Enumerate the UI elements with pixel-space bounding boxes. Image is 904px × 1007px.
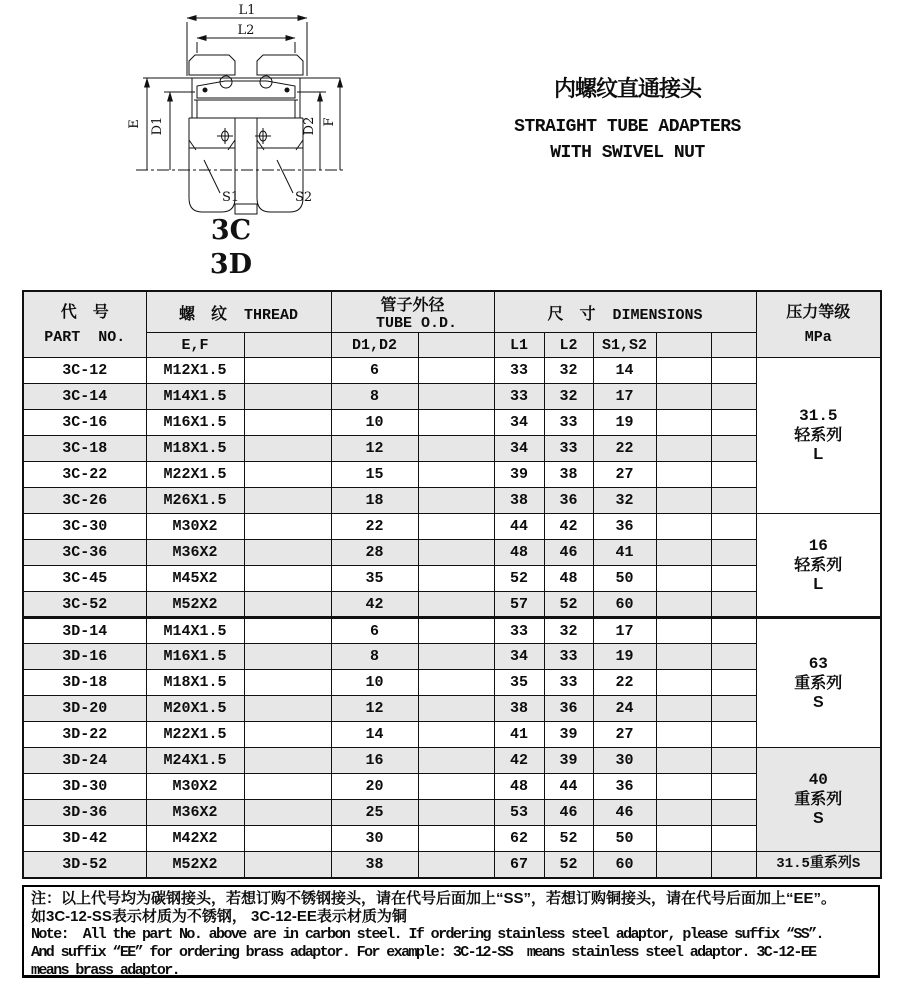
cell-tube-od: 6 xyxy=(331,618,418,644)
cell-dim-empty2 xyxy=(711,592,756,618)
cell-l2: 39 xyxy=(544,722,593,748)
header-tube-od xyxy=(331,291,494,333)
table-row xyxy=(23,514,881,540)
cell-thread: M52X2 xyxy=(146,592,244,618)
cell-thread: M30X2 xyxy=(146,514,244,540)
cell-part-no: 3D-18 xyxy=(23,670,146,696)
cell-od-empty xyxy=(418,696,494,722)
table-row xyxy=(23,852,881,878)
cell-l2: 33 xyxy=(544,410,593,436)
cell-dim-empty1 xyxy=(656,592,711,618)
header-thread xyxy=(146,291,331,333)
cell-thread: M36X2 xyxy=(146,800,244,826)
pressure-group-cell xyxy=(756,358,881,514)
cell-s1s2: 60 xyxy=(593,592,656,618)
cell-s1s2: 22 xyxy=(593,436,656,462)
cell-dim-empty1 xyxy=(656,436,711,462)
cell-tube-od: 42 xyxy=(331,592,418,618)
cell-tube-od: 30 xyxy=(331,826,418,852)
cell-part-no: 3C-16 xyxy=(23,410,146,436)
cell-s1s2: 27 xyxy=(593,462,656,488)
table-row xyxy=(23,384,881,410)
cell-l2: 52 xyxy=(544,592,593,618)
table-row xyxy=(23,696,881,722)
cell-dim-empty2 xyxy=(711,358,756,384)
cell-s1s2: 50 xyxy=(593,566,656,592)
cell-l1: 48 xyxy=(494,774,544,800)
header-dimensions-zh: 尺 寸 xyxy=(547,305,596,323)
pressure-group-line: 31.5重系列S xyxy=(776,855,861,872)
header-sub-dim-empty1 xyxy=(656,333,711,358)
pressure-group-line: 轻系列 xyxy=(794,556,843,574)
cell-dim-empty1 xyxy=(656,618,711,644)
dim-label-l2: L2 xyxy=(237,23,255,38)
cell-l1: 52 xyxy=(494,566,544,592)
table-row xyxy=(23,540,881,566)
cell-thread-empty xyxy=(244,826,331,852)
cell-thread: M14X1.5 xyxy=(146,384,244,410)
cell-od-empty xyxy=(418,540,494,566)
cell-thread-empty xyxy=(244,644,331,670)
cell-s1s2: 36 xyxy=(593,514,656,540)
table-row xyxy=(23,670,881,696)
cell-od-empty xyxy=(418,488,494,514)
note-line-zh: 注：以上代号均为碳钢接头，若想订购不锈钢接头，请在代号后面加上“SS”，若想订购铜接头，请在代号后面加上“EE”。 xyxy=(31,890,837,907)
header-sub-dim-empty2 xyxy=(711,333,756,358)
cell-thread-empty xyxy=(244,852,331,878)
cell-part-no: 3D-22 xyxy=(23,722,146,748)
cell-dim-empty2 xyxy=(711,722,756,748)
cell-l1: 48 xyxy=(494,540,544,566)
cell-s1s2: 17 xyxy=(593,618,656,644)
header-part-no-zh: 代 号 xyxy=(60,303,109,321)
cell-dim-empty2 xyxy=(711,800,756,826)
cell-part-no: 3C-18 xyxy=(23,436,146,462)
cell-dim-empty2 xyxy=(711,566,756,592)
header-sub-thread-empty xyxy=(244,333,331,358)
cell-l2: 33 xyxy=(544,644,593,670)
cell-l1: 57 xyxy=(494,592,544,618)
cell-od-empty xyxy=(418,410,494,436)
cell-s1s2: 19 xyxy=(593,644,656,670)
cell-tube-od: 28 xyxy=(331,540,418,566)
cell-l1: 39 xyxy=(494,462,544,488)
pressure-group-line: 31.5 xyxy=(799,407,838,425)
cell-thread-empty xyxy=(244,696,331,722)
dimension-d2 xyxy=(297,92,326,170)
cell-l1: 33 xyxy=(494,618,544,644)
dim-label-l1: L1 xyxy=(238,3,256,18)
cell-tube-od: 12 xyxy=(331,696,418,722)
cell-od-empty xyxy=(418,436,494,462)
cell-od-empty xyxy=(418,852,494,878)
cell-dim-empty2 xyxy=(711,618,756,644)
table-row xyxy=(23,748,881,774)
cell-l1: 53 xyxy=(494,800,544,826)
cell-dim-empty1 xyxy=(656,852,711,878)
cell-thread-empty xyxy=(244,540,331,566)
header-sub-l2: L2 xyxy=(544,333,593,358)
cell-l2: 46 xyxy=(544,540,593,566)
cell-l2: 32 xyxy=(544,384,593,410)
cell-l2: 33 xyxy=(544,436,593,462)
leader-s1 xyxy=(204,160,239,205)
cell-part-no: 3C-14 xyxy=(23,384,146,410)
cell-dim-empty1 xyxy=(656,800,711,826)
cell-thread: M20X1.5 xyxy=(146,696,244,722)
pressure-group-line: L xyxy=(813,446,824,463)
parts-table-body xyxy=(23,358,881,878)
cell-thread-empty xyxy=(244,618,331,644)
cell-s1s2: 60 xyxy=(593,852,656,878)
cell-od-empty xyxy=(418,514,494,540)
cell-l2: 48 xyxy=(544,566,593,592)
cell-thread-empty xyxy=(244,566,331,592)
cell-od-empty xyxy=(418,566,494,592)
cell-dim-empty1 xyxy=(656,722,711,748)
cell-thread-empty xyxy=(244,800,331,826)
cell-thread: M16X1.5 xyxy=(146,644,244,670)
cell-od-empty xyxy=(418,618,494,644)
cell-thread-empty xyxy=(244,774,331,800)
dim-label-e: E xyxy=(127,119,142,129)
cell-part-no: 3D-36 xyxy=(23,800,146,826)
cell-s1s2: 36 xyxy=(593,774,656,800)
cell-l1: 62 xyxy=(494,826,544,852)
cell-l2: 46 xyxy=(544,800,593,826)
cell-dim-empty2 xyxy=(711,644,756,670)
cell-dim-empty2 xyxy=(711,774,756,800)
pressure-group-line: 40 xyxy=(808,771,828,789)
pressure-group-cell xyxy=(756,618,881,748)
cell-thread-empty xyxy=(244,722,331,748)
cell-s1s2: 14 xyxy=(593,358,656,384)
cell-thread-empty xyxy=(244,462,331,488)
pressure-group-line: 63 xyxy=(808,654,828,673)
cell-part-no: 3C-36 xyxy=(23,540,146,566)
header-sub-l1: L1 xyxy=(494,333,544,358)
cell-tube-od: 10 xyxy=(331,670,418,696)
page-title-en-line1: STRAIGHT TUBE ADAPTERS xyxy=(514,117,741,137)
cell-thread: M22X1.5 xyxy=(146,722,244,748)
cell-dim-empty1 xyxy=(656,748,711,774)
cell-part-no: 3D-52 xyxy=(23,852,146,878)
dim-label-s1: S1 xyxy=(222,190,240,205)
cell-dim-empty2 xyxy=(711,540,756,566)
table-row xyxy=(23,358,881,384)
dimension-l2 xyxy=(197,23,295,53)
cell-s1s2: 30 xyxy=(593,748,656,774)
title-block xyxy=(470,72,785,163)
cell-thread: M22X1.5 xyxy=(146,462,244,488)
cell-dim-empty1 xyxy=(656,774,711,800)
cell-thread: M24X1.5 xyxy=(146,748,244,774)
cell-thread: M14X1.5 xyxy=(146,618,244,644)
cell-part-no: 3D-42 xyxy=(23,826,146,852)
cell-dim-empty2 xyxy=(711,410,756,436)
cell-od-empty xyxy=(418,358,494,384)
cell-l2: 38 xyxy=(544,462,593,488)
dim-label-s2: S2 xyxy=(295,190,313,205)
cell-tube-od: 35 xyxy=(331,566,418,592)
table-row xyxy=(23,826,881,852)
cell-dim-empty2 xyxy=(711,488,756,514)
cell-s1s2: 46 xyxy=(593,800,656,826)
cell-thread: M36X2 xyxy=(146,540,244,566)
pressure-group-line: 轻系列 xyxy=(794,427,843,444)
table-row xyxy=(23,436,881,462)
model-label-3d: 3D xyxy=(209,249,253,280)
cell-l1: 33 xyxy=(494,358,544,384)
cell-part-no: 3D-16 xyxy=(23,644,146,670)
nut-cross-sections xyxy=(189,55,303,75)
cell-thread-empty xyxy=(244,358,331,384)
cell-l1: 41 xyxy=(494,722,544,748)
cell-l1: 35 xyxy=(494,670,544,696)
cell-od-empty xyxy=(418,384,494,410)
header-part-no-en: PART NO. xyxy=(44,328,126,346)
header-thread-zh: 螺 纹 xyxy=(178,305,227,323)
cell-thread-empty xyxy=(244,488,331,514)
pressure-group-cell xyxy=(756,748,881,852)
cell-dim-empty1 xyxy=(656,566,711,592)
cell-l1: 34 xyxy=(494,410,544,436)
cell-l2: 42 xyxy=(544,514,593,540)
note-line-en: And suffix “EE” for ordering brass adaptor. For example: 3C-12-SS means stainless steel adaptor. 3C-12-EE xyxy=(31,944,816,961)
cell-od-empty xyxy=(418,462,494,488)
cell-dim-empty1 xyxy=(656,514,711,540)
cell-tube-od: 38 xyxy=(331,852,418,878)
cell-tube-od: 10 xyxy=(331,410,418,436)
cell-thread-empty xyxy=(244,436,331,462)
cell-od-empty xyxy=(418,722,494,748)
cell-s1s2: 24 xyxy=(593,696,656,722)
cell-tube-od: 14 xyxy=(331,722,418,748)
header-sub-od-empty xyxy=(418,333,494,358)
pressure-group-line: S xyxy=(812,810,824,827)
table-row xyxy=(23,488,881,514)
cell-tube-od: 15 xyxy=(331,462,418,488)
pressure-group-line: 重系列 xyxy=(794,674,843,692)
cell-l1: 44 xyxy=(494,514,544,540)
cell-dim-empty2 xyxy=(711,826,756,852)
cell-thread: M52X2 xyxy=(146,852,244,878)
cell-od-empty xyxy=(418,592,494,618)
cell-part-no: 3C-26 xyxy=(23,488,146,514)
cell-part-no: 3C-12 xyxy=(23,358,146,384)
table-row xyxy=(23,410,881,436)
cell-dim-empty2 xyxy=(711,696,756,722)
model-label-3c: 3C xyxy=(210,215,252,246)
table-row xyxy=(23,566,881,592)
header-thread-en: THREAD xyxy=(244,306,299,324)
cell-dim-empty1 xyxy=(656,540,711,566)
dimension-l1 xyxy=(187,3,307,76)
cell-thread: M42X2 xyxy=(146,826,244,852)
note-line-en: Note: All the part No. above are in carbon steel. If ordering stainless steel adaptor, please suffix “SS”. xyxy=(31,926,823,943)
cell-od-empty xyxy=(418,748,494,774)
page-title-zh: 内螺纹直通接头 xyxy=(553,76,701,101)
cell-l1: 33 xyxy=(494,384,544,410)
cell-dim-empty1 xyxy=(656,358,711,384)
cell-part-no: 3C-30 xyxy=(23,514,146,540)
cell-od-empty xyxy=(418,644,494,670)
cell-l1: 67 xyxy=(494,852,544,878)
cell-dim-empty1 xyxy=(656,670,711,696)
header-tube-od-en: TUBE O.D. xyxy=(376,315,458,332)
cell-l1: 42 xyxy=(494,748,544,774)
dim-label-d1: D1 xyxy=(150,116,165,136)
cell-dim-empty1 xyxy=(656,488,711,514)
leader-s2 xyxy=(277,160,312,205)
cell-thread: M18X1.5 xyxy=(146,670,244,696)
cell-l1: 38 xyxy=(494,488,544,514)
dim-label-f: F xyxy=(322,117,337,127)
cell-od-empty xyxy=(418,826,494,852)
table-row xyxy=(23,644,881,670)
header-part-no xyxy=(23,291,146,358)
cell-thread-empty xyxy=(244,748,331,774)
cell-l2: 32 xyxy=(544,358,593,384)
pressure-group-line: 重系列 xyxy=(794,791,843,808)
cell-l2: 33 xyxy=(544,670,593,696)
cell-l2: 36 xyxy=(544,696,593,722)
cell-tube-od: 8 xyxy=(331,644,418,670)
cell-part-no: 3C-22 xyxy=(23,462,146,488)
pressure-group-cell xyxy=(756,852,881,878)
cell-thread-empty xyxy=(244,384,331,410)
cell-thread-empty xyxy=(244,592,331,618)
dim-label-d2: D2 xyxy=(302,116,317,136)
cell-dim-empty1 xyxy=(656,696,711,722)
header-sub-s1s2: S1,S2 xyxy=(593,333,656,358)
cell-s1s2: 32 xyxy=(593,488,656,514)
page-title-en-line2: WITH SWIVEL NUT xyxy=(550,143,705,163)
dimension-d1 xyxy=(150,92,195,170)
cell-od-empty xyxy=(418,670,494,696)
cell-s1s2: 17 xyxy=(593,384,656,410)
table-row xyxy=(23,592,881,618)
header-pressure-zh: 压力等级 xyxy=(786,303,851,321)
note-line-en: means brass adaptor. xyxy=(31,962,180,979)
cell-thread: M18X1.5 xyxy=(146,436,244,462)
cell-dim-empty1 xyxy=(656,410,711,436)
cell-s1s2: 41 xyxy=(593,540,656,566)
parts-table xyxy=(22,290,882,879)
cell-dim-empty2 xyxy=(711,384,756,410)
cell-od-empty xyxy=(418,774,494,800)
cell-l2: 36 xyxy=(544,488,593,514)
cell-l2: 39 xyxy=(544,748,593,774)
cell-s1s2: 27 xyxy=(593,722,656,748)
cell-thread: M30X2 xyxy=(146,774,244,800)
cell-tube-od: 22 xyxy=(331,514,418,540)
header-dimensions-en: DIMENSIONS xyxy=(612,306,703,324)
pressure-group-cell xyxy=(756,514,881,618)
cell-l2: 44 xyxy=(544,774,593,800)
cell-l1: 38 xyxy=(494,696,544,722)
cell-thread-empty xyxy=(244,410,331,436)
cell-part-no: 3D-30 xyxy=(23,774,146,800)
cell-tube-od: 16 xyxy=(331,748,418,774)
cell-tube-od: 25 xyxy=(331,800,418,826)
cell-thread: M16X1.5 xyxy=(146,410,244,436)
header-sub-d1d2: D1,D2 xyxy=(331,333,418,358)
cell-od-empty xyxy=(418,800,494,826)
table-row xyxy=(23,774,881,800)
cell-s1s2: 19 xyxy=(593,410,656,436)
header-sub-ef: E,F xyxy=(146,333,244,358)
cell-l2: 32 xyxy=(544,618,593,644)
cell-dim-empty1 xyxy=(656,826,711,852)
cell-s1s2: 50 xyxy=(593,826,656,852)
note-box xyxy=(22,885,880,978)
dimension-e xyxy=(127,78,147,170)
table-row xyxy=(23,618,881,644)
cell-dim-empty1 xyxy=(656,384,711,410)
header-pressure xyxy=(756,291,881,358)
cell-part-no: 3C-52 xyxy=(23,592,146,618)
cell-thread: M45X2 xyxy=(146,566,244,592)
cell-part-no: 3D-14 xyxy=(23,618,146,644)
cell-l2: 52 xyxy=(544,852,593,878)
cell-dim-empty2 xyxy=(711,514,756,540)
cell-part-no: 3D-20 xyxy=(23,696,146,722)
table-row xyxy=(23,722,881,748)
cell-dim-empty2 xyxy=(711,436,756,462)
pressure-group-line: S xyxy=(812,693,824,711)
cell-tube-od: 12 xyxy=(331,436,418,462)
cell-dim-empty2 xyxy=(711,462,756,488)
cell-tube-od: 8 xyxy=(331,384,418,410)
cell-thread-empty xyxy=(244,670,331,696)
pressure-group-line: L xyxy=(813,575,824,593)
cell-dim-empty1 xyxy=(656,462,711,488)
cell-thread-empty xyxy=(244,514,331,540)
cell-tube-od: 18 xyxy=(331,488,418,514)
note-line-zh: 如3C-12-SS表示材质为不锈钢， 3C-12-EE表示材质为铜 xyxy=(31,908,407,925)
cell-part-no: 3C-45 xyxy=(23,566,146,592)
cell-dim-empty2 xyxy=(711,748,756,774)
cell-l2: 52 xyxy=(544,826,593,852)
header-dimensions xyxy=(494,291,756,333)
adapter-body-section xyxy=(143,76,340,118)
cell-dim-empty1 xyxy=(656,644,711,670)
cell-thread: M12X1.5 xyxy=(146,358,244,384)
pressure-group-line: 16 xyxy=(808,536,828,555)
cell-s1s2: 22 xyxy=(593,670,656,696)
cell-l1: 34 xyxy=(494,436,544,462)
cell-dim-empty2 xyxy=(711,670,756,696)
table-row xyxy=(23,800,881,826)
cell-tube-od: 20 xyxy=(331,774,418,800)
header-tube-od-zh: 管子外径 xyxy=(380,297,445,314)
table-row xyxy=(23,462,881,488)
cell-l1: 34 xyxy=(494,644,544,670)
header-pressure-unit: MPa xyxy=(804,328,832,346)
cell-tube-od: 6 xyxy=(331,358,418,384)
cell-part-no: 3D-24 xyxy=(23,748,146,774)
cell-thread: M26X1.5 xyxy=(146,488,244,514)
cell-dim-empty2 xyxy=(711,852,756,878)
technical-drawing xyxy=(28,2,373,280)
